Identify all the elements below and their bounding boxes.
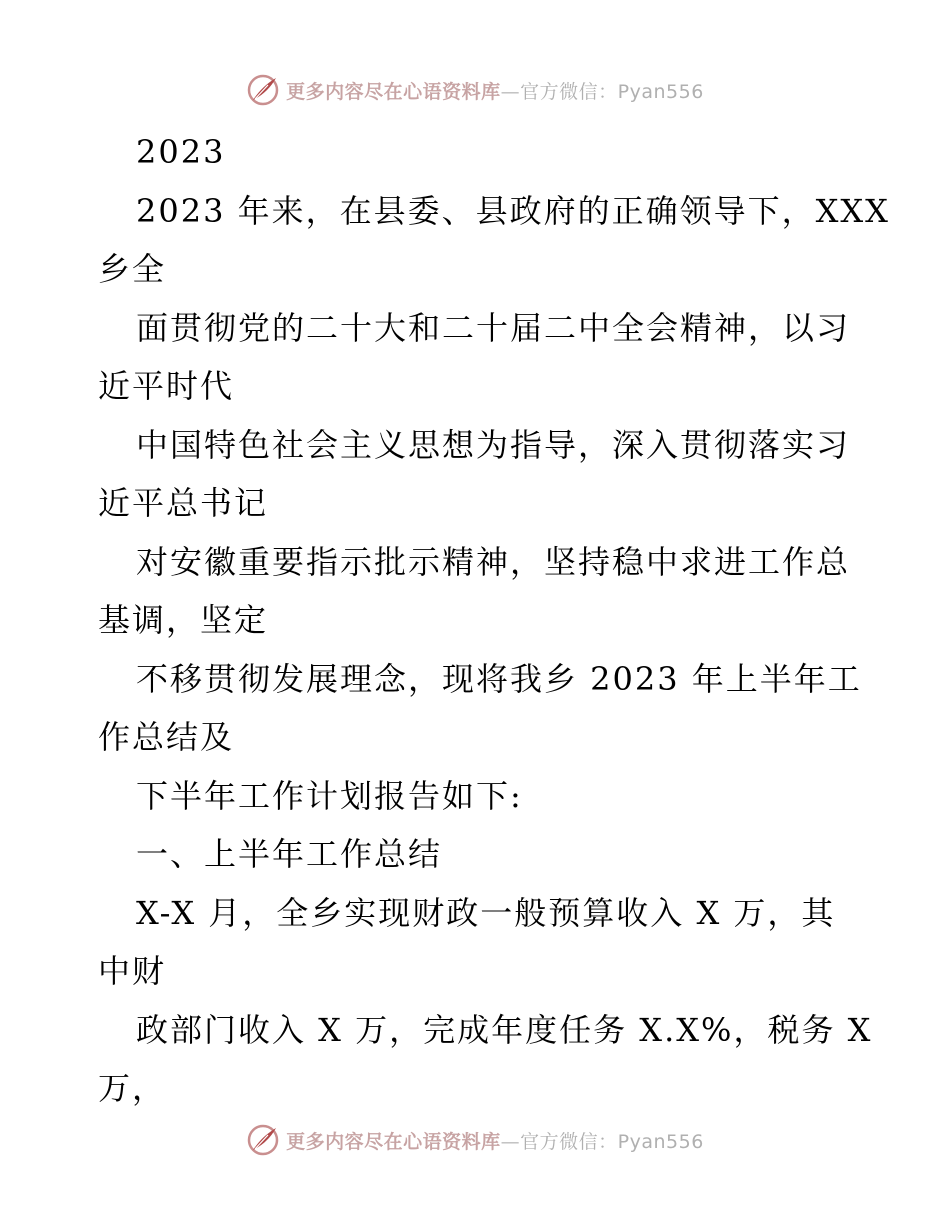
header-watermark: [0, 70, 950, 110]
watermark-text: [286, 77, 704, 104]
feather-pen-logo-icon: [246, 73, 280, 107]
document-line: X-X 月，全乡实现财政一般预算收入 X 万，其: [136, 893, 836, 932]
document-line: 对安徽重要指示批示精神，坚持稳中求进工作总: [136, 542, 851, 581]
document-line: 乡全: [98, 250, 167, 288]
watermark-separator: —: [500, 80, 521, 103]
document-line: 近平时代: [98, 367, 235, 405]
document-line: 2023 年来，在县委、县政府的正确领导下，XXX: [136, 191, 890, 230]
document-line: 不移贯彻发展理念，现将我乡 2023 年上半年工: [136, 659, 862, 698]
document-body: [98, 123, 890, 1118]
feather-pen-logo-icon: [246, 1123, 280, 1157]
document-line: 中财: [98, 952, 167, 990]
watermark-text: [286, 1127, 704, 1154]
footer-watermark: [0, 1120, 950, 1160]
document-line: 中国特色社会主义思想为指导，深入贯彻落实习: [136, 425, 851, 464]
watermark-site-text: 更多内容尽在心语资料库: [286, 80, 501, 103]
document-line: 下半年工作计划报告如下:: [136, 776, 523, 815]
document-line: 作总结及: [98, 718, 235, 756]
section-heading: 一、上半年工作总结: [136, 835, 443, 873]
document-line: 近平总书记: [98, 484, 269, 522]
document-line: 2023: [136, 133, 226, 171]
watermark-site-text: 更多内容尽在心语资料库: [286, 1130, 501, 1153]
document-line: 基调，坚定: [98, 601, 269, 639]
watermark-contact-text: 官方微信：Pyan556: [520, 80, 704, 103]
document-line: 政部门收入 X 万，完成年度任务 X.X%，税务 X: [136, 1010, 873, 1049]
document-line: 面贯彻党的二十大和二十届二中全会精神，以习: [136, 308, 851, 347]
document-line: 万，: [98, 1069, 167, 1107]
watermark-contact-text: 官方微信：Pyan556: [520, 1130, 704, 1153]
watermark-separator: —: [500, 1130, 521, 1153]
